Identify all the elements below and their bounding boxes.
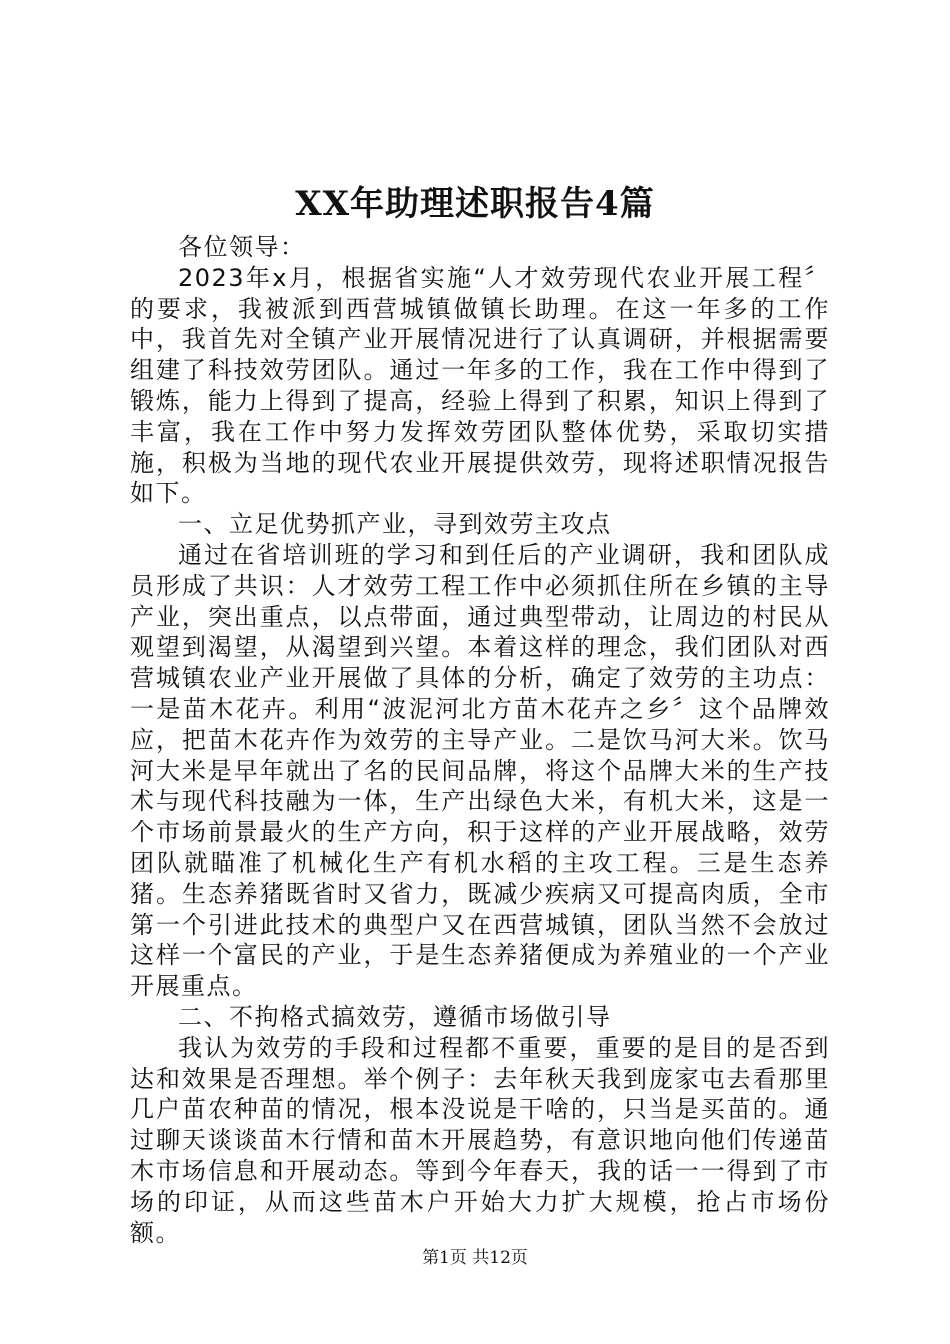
page-number-footer: 第1页 共12页 (422, 1248, 528, 1268)
paragraph-intro: 2023年x月，根据省实施“人才效劳现代农业开展工程〞的要求，我被派到西营城镇做镇长助理。在这一年多的工作中，我首先对全镇产业开展情况进行了认真调研，并根据需要组建了科技效劳团队。通过一年多的工作，我在工作中得到了锻炼，能力上得到了提高，经验上得到了积累，知识上得到了丰富，我在工作中努力发挥效劳团队整体优势，采取切实措施，积极为当地的现代农业开展提供效劳，现将述职情况报告如下。 (130, 263, 830, 508)
section-heading-1: 一、立足优势抓产业，寻到效劳主攻点 (178, 510, 612, 539)
document-title: XX年助理述职报告4篇 (295, 184, 655, 224)
greeting: 各位领导： (178, 233, 306, 261)
document-body (130, 232, 830, 1248)
section-heading-2: 二、不拘格式搞效劳，遵循市场做引导 (178, 1002, 612, 1031)
paragraph-section-1: 通过在省培训班的学习和到任后的产业调研，我和团队成员形成了共识：人才效劳工程工作中必须抓住所在乡镇的主导产业，突出重点，以点带面，通过典型带动，让周边的村民从观望到渴望，从渴望到兴望。本着这样的理念，我们团队对西营城镇农业产业开展做了具体的分析，确定了效劳的主功点：一是苗木花卉。利用“波泥河北方苗木花卉之乡〞这个品牌效应，把苗木花卉作为效劳的主导产业。二是饮马河大米。饮马河大米是早年就出了名的民间品牌，将这个品牌大米的生产技术与现代科技融为一体，生产出绿色大米，有机大米，这是一个市场前景最火的生产方向，积于这样的产业开展战略，效劳团队就瞄准了机械化生产有机水稻的主攻工程。三是生态养猪。生态养猪既省时又省力，既减少疾病又可提高肉质，全市第一个引进此技术的典型户又在西营城镇，团队当然不会放过这样一个富民的产业，于是生态养猪便成为养殖业的一个产业开展重点。 (130, 540, 830, 1001)
paragraph-section-2: 我认为效劳的手段和过程都不重要，重要的是目的是否到达和效果是否理想。举个例子：去年秋天我到庞家屯去看那里几户苗农种苗的情况，根本没说是干啥的，只当是买苗的。通过聊天谈谈苗木行情和苗木开展趋势，有意识地向他们传递苗木市场信息和开展动态。等到今年春天，我的话一一得到了市场的印证，从而这些苗木户开始大力扩大规模，抢占市场份额。 (130, 1033, 830, 1247)
